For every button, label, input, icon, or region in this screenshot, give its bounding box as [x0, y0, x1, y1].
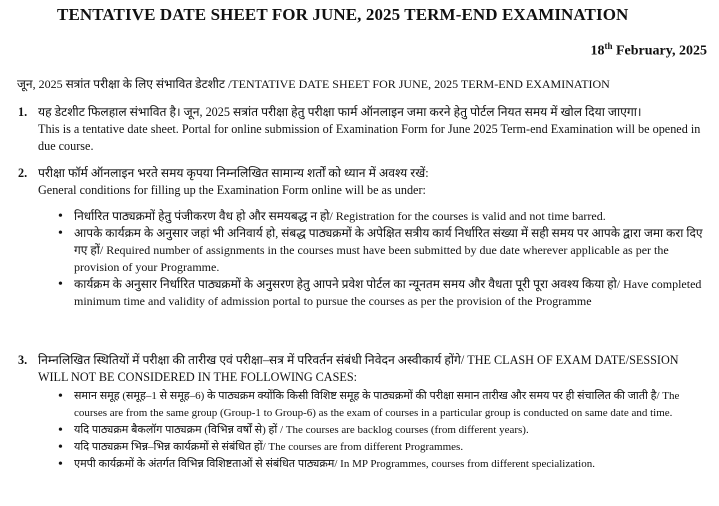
list-item: • एमपी कार्यक्रमों के अंतर्गत विभिन्न विशिष्टताओं से संबंधित पाठ्यक्रम/ In MP Programmes, courses from different specialization. [58, 456, 705, 473]
date-rest: February, 2025 [612, 43, 707, 59]
item-1 [18, 104, 709, 155]
list-item: • समान समूह (समूह–1 से समूह–6) के पाठ्यक्रम क्योंकि किसी विशिष्ट समूह के पाठ्यक्रमों की परीक्षा समान तारीख और समय पर ही संचालित की जाती है/ The courses are from the same group (Group-1 to Group-6) as the exam of courses in a particular group is conducted on same date and time. [58, 388, 705, 422]
item-3-hindi: निम्नलिखित स्थितियों में परीक्षा की तारीख एवं परीक्षा–सत्र में परिवर्तन संबंधी निवेदन अस्वीकार्य होंगे/ THE CLASH OF EXAM DATE/SESSION WILL NOT BE CONSIDERED IN THE FOLLOWING CASES: [38, 353, 679, 384]
date-suffix: th [604, 41, 613, 51]
list-item: • यदि पाठ्यक्रम बैकलॉग पाठ्यक्रम (विभिन्न वर्षों से) हों / The courses are backlog courses (from different years). [58, 422, 705, 439]
date-day: 18 [590, 43, 605, 59]
list-item: • निर्धारित पाठ्यक्रमों हेतु पंजीकरण वैध हो और समयबद्ध न हो/ Registration for the courses is valid and not time barred. [58, 208, 705, 225]
list-item: • कार्यक्रम के अनुसार निर्धारित पाठ्यक्रमों के अनुसरण हेतु आपने प्रवेश पोर्टल का न्यूनतम समय और वैधता पूरी पूरा अवश्य किया हो/ Have completed minimum time and validity of admission portal to pursue the courses as per the provision of the Programme [58, 276, 705, 310]
item-2-bullets [58, 208, 705, 310]
document-date [590, 41, 707, 60]
item-1-hindi: यह डेटशीट फिलहाल संभावित है। जून, 2025 सत्रांत परीक्षा हेतु परीक्षा फार्म ऑनलाइन जमा करने हेतु पोर्टल नियत समय में खोल दिया जाएगा। [38, 105, 642, 119]
section-heading: जून, 2025 सत्रांत परीक्षा के लिए संभावित डेटशीट /TENTATIVE DATE SHEET FOR JUNE, 2025 TERM-END EXAMINATION [17, 77, 610, 91]
item-1-english: This is a tentative date sheet. Portal for online submission of Examination Form for June 2025 Term-end Examination will be opened in due course. [38, 122, 701, 153]
item-3-bullets [58, 388, 705, 473]
item-1-number: 1. [18, 105, 28, 119]
item-2-english: General conditions for filling up the Examination Form online will be as under: [38, 183, 426, 197]
item-2 [18, 165, 709, 199]
item-2-hindi: परीक्षा फॉर्म ऑनलाइन भरते समय कृपया निम्नलिखित सामान्य शर्तों को ध्यान में अवश्य रखें: [38, 166, 429, 180]
item-2-number: 2. [18, 166, 28, 180]
list-item: • यदि पाठ्यक्रम भिन्न–भिन्न कार्यक्रमों से संबंधित हों/ The courses are from different Programmes. [58, 439, 705, 456]
list-item: • आपके कार्यक्रम के अनुसार जहां भी अनिवार्य हो, संबद्ध पाठ्यक्रमों के अपेक्षित सत्रीय कार्य निर्धारित संख्या में सही समय पर आपके द्वारा जमा करा दिए गए हों/ Required number of assignments in the courses must have been submitted by due date wherever applicable as per the provision of your Programme. [58, 225, 705, 276]
item-3 [18, 352, 709, 386]
item-3-number: 3. [18, 353, 28, 367]
document-title: TENTATIVE DATE SHEET FOR JUNE, 2025 TERM-END EXAMINATION [57, 5, 629, 24]
